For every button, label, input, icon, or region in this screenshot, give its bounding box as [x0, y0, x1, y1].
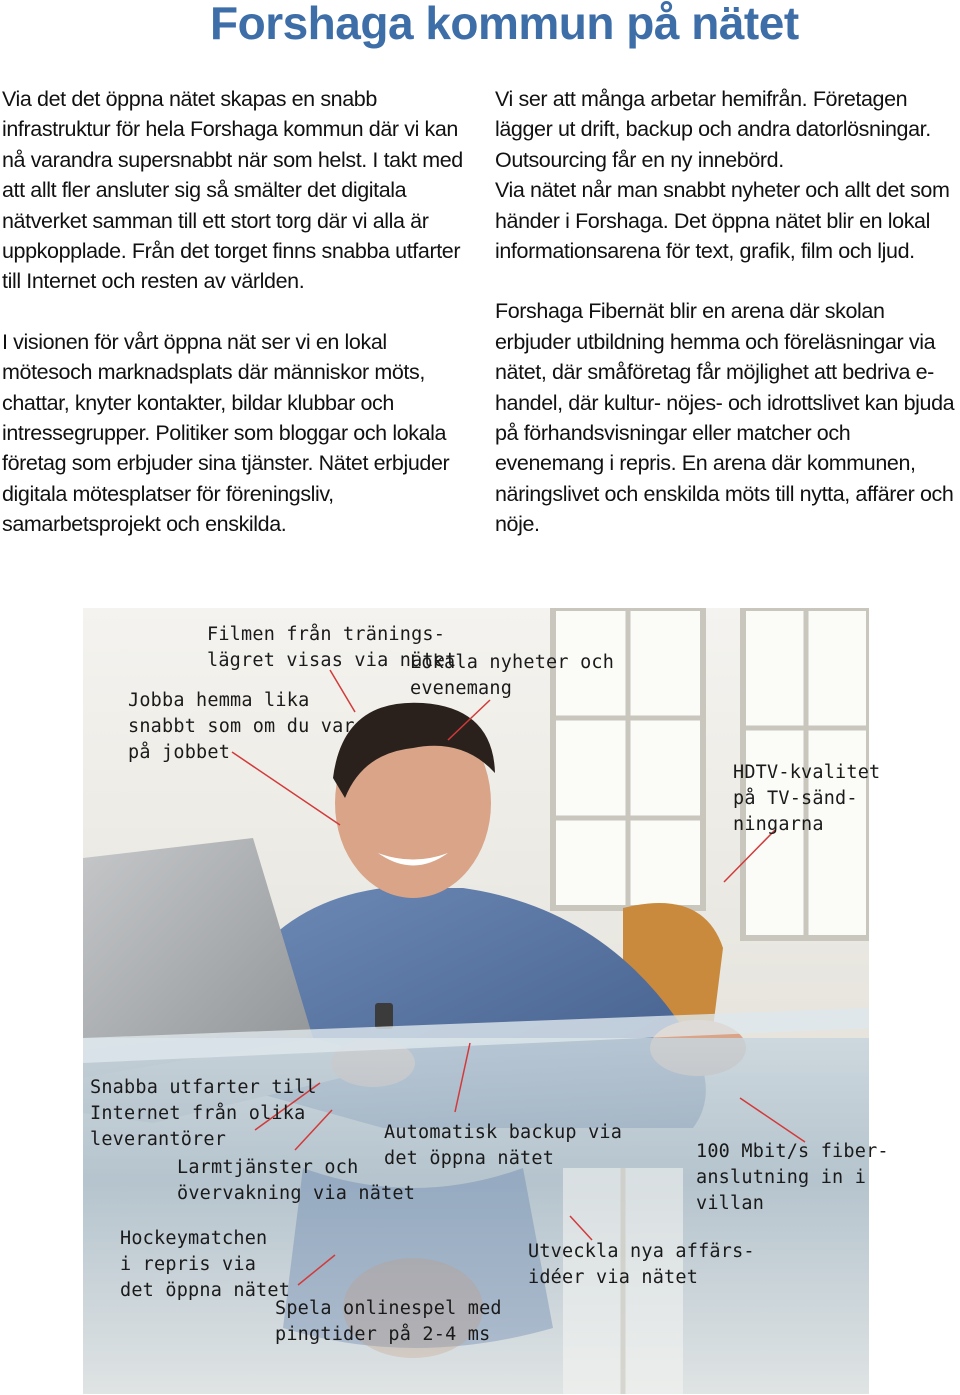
callout-utveckla: Utveckla nya affärs- idéer via nätet [528, 1241, 755, 1288]
callout-filmen: Filmen från tränings- lägret visas via nätet [207, 624, 457, 671]
right-paragraph-2: Via nätet når man snabbt nyheter och allt det som händer i Forshaga. Det öppna nätet blir en lokal informationsarena för text, grafik, film och ljud. [495, 178, 950, 264]
callout-lokala: Lokala nyheter och evenemang [410, 652, 615, 699]
callout-mbit: 100 Mbit/s fiber- anslutning in i villan [696, 1141, 889, 1214]
right-text-column [495, 84, 957, 540]
callout-hdtv: HDTV-kvalitet på TV-sänd- ningarna [733, 762, 881, 835]
right-paragraph-1: Vi ser att många arbetar hemifrån. Företagen lägger ut drift, backup och andra datorlösningar. Outsourcing får en ny innebörd. [495, 87, 931, 172]
callout-snabba: Snabba utfarter till Internet från olika leverantörer [90, 1077, 317, 1150]
callout-jobba: Jobba hemma lika snabbt som om du var på jobbet [128, 690, 355, 763]
callout-spela: Spela onlinespel med pingtider på 2-4 ms [275, 1298, 502, 1345]
page-title: Forshaga kommun på nätet [210, 0, 799, 49]
callout-larm: Larmtjänster och övervakning via nätet [177, 1157, 416, 1204]
callout-automatisk: Automatisk backup via det öppna nätet [384, 1122, 623, 1169]
left-paragraph-1: Via det det öppna nätet skapas en snabb infrastruktur för hela Forshaga kommun där vi kan nå varandra supersnabbt när som helst. I takt med att allt fler ansluter sig så smälter det digitala nätverket samman till ett stort torg där vi alla är uppkopplade. Från det torget finns snabba utfarter till Internet och resten av världen. [2, 87, 463, 294]
left-text-column [2, 84, 474, 540]
callout-hockey: Hockeymatchen i repris via det öppna nätet [120, 1228, 291, 1301]
left-paragraph-2: I visionen för vårt öppna nät ser vi en lokal mötesoch marknadsplats där människor möts, chattar, knyter kontakter, bildar klubbar och intressegrupper. Politiker som bloggar och lokala företag som erbjuder sina tjänster. Nätet erbjuder digitala mötesplatser för föreningsliv, samarbetsprojekt och enskilda. [2, 329, 450, 537]
right-paragraph-3: Forshaga Fibernät blir en arena där skolan erbjuder utbildning hemma och föreläsningar via nätet, där småföretag får möjlighet att bedriva e-handel, där kultur- nöjes- och idrottslivet kan bjuda på förhandsvisningar eller matcher och evenemang i repris. En arena där kommunen, näringslivet och enskilda möts till nytta, affärer och nöje. [495, 299, 955, 537]
